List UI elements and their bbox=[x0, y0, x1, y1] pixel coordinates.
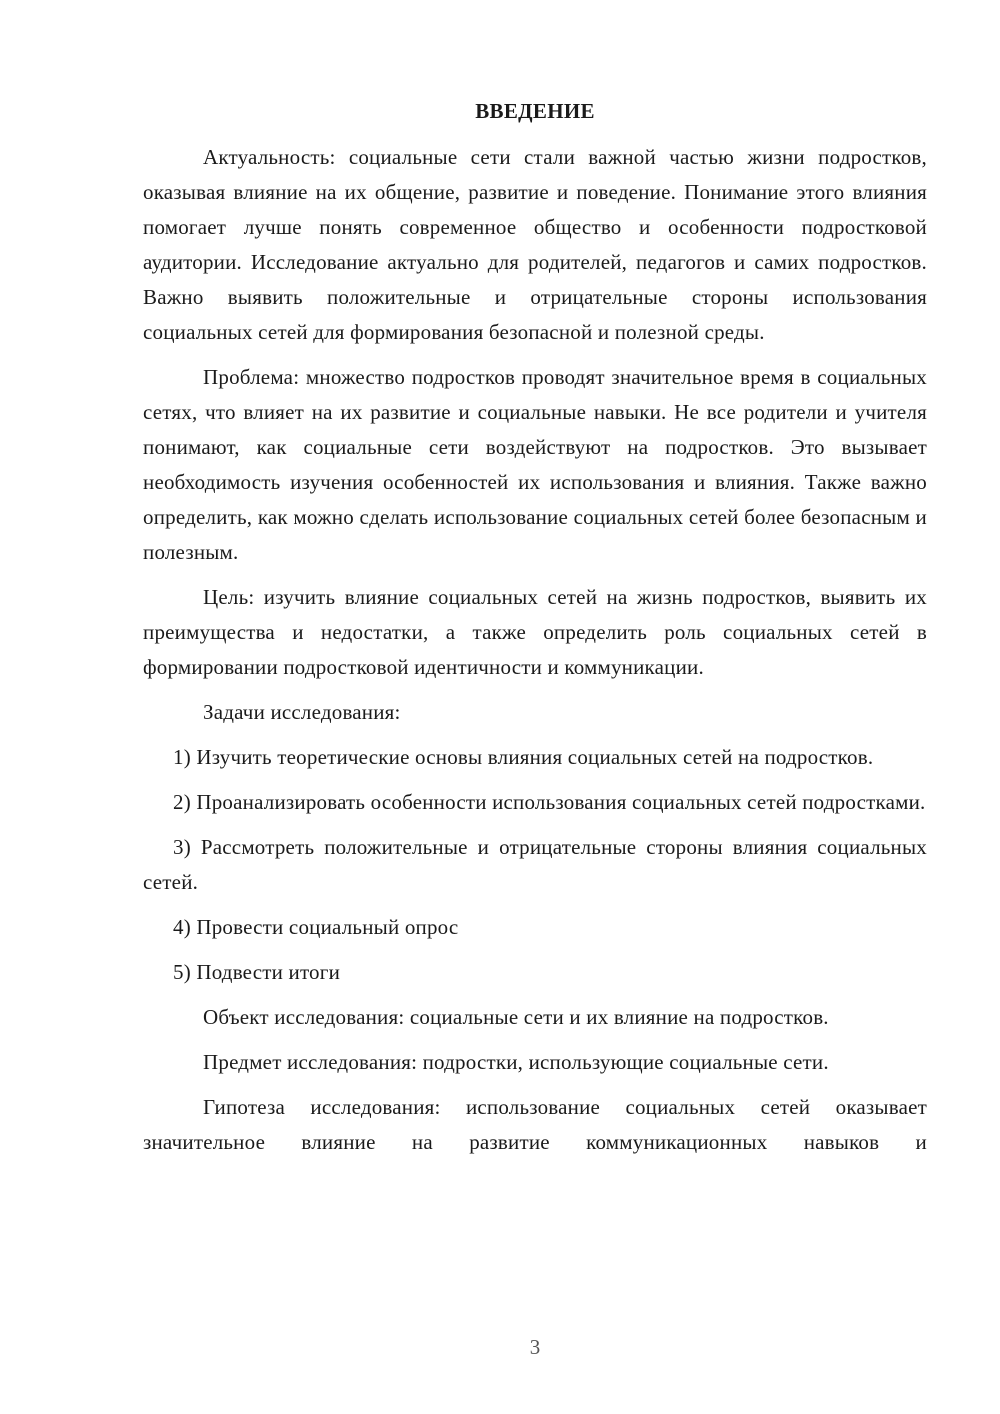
task-item: 3) Рассмотреть положительные и отрицательные стороны влияния социальных сетей. bbox=[143, 835, 927, 894]
problem-paragraph: Проблема: множество подростков проводят значительное время в социальных сетях, что влияет на их развитие и социальные навыки. Не все родители и учителя понимают, как социальные сети воздействуют на подростков. Это вызывает необходимость изучения особенностей их использования и влияния. Также важно определить, как можно сделать использование социальных сетей более безопасным и полезным. bbox=[143, 365, 927, 564]
goal-paragraph: Цель: изучить влияние социальных сетей на жизнь подростков, выявить их преимущества и недостатки, а также определить роль социальных сетей в формировании подростковой идентичности и коммуникации. bbox=[143, 585, 927, 679]
object-paragraph: Объект исследования: социальные сети и их влияние на подростков. bbox=[203, 1005, 829, 1029]
page-content bbox=[143, 96, 927, 1170]
task-item: 1) Изучить теоретические основы влияния социальных сетей на подростков. bbox=[173, 745, 874, 769]
task-item: 2) Проанализировать особенности использования социальных сетей подростками. bbox=[173, 790, 926, 814]
relevance-paragraph: Актуальность: социальные сети стали важной частью жизни подростков, оказывая влияние на их общение, развитие и поведение. Понимание этого влияния помогает лучше понять современное общество и особенности подростковой аудитории. Исследование актуально для родителей, педагогов и самих подростков. Важно выявить положительные и отрицательные стороны использования социальных сетей для формирования безопасной и полезной среды. bbox=[143, 145, 927, 344]
tasks-title: Задачи исследования: bbox=[203, 700, 401, 724]
hypothesis-paragraph: Гипотеза исследования: использование социальных сетей оказывает значительное влияние на развитие коммуникационных навыков и bbox=[143, 1095, 927, 1154]
subject-paragraph: Предмет исследования: подростки, использующие социальные сети. bbox=[203, 1050, 829, 1074]
task-item: 5) Подвести итоги bbox=[173, 960, 341, 984]
task-item: 4) Провести социальный опрос bbox=[173, 915, 459, 939]
section-heading: ВВЕДЕНИЕ bbox=[475, 99, 595, 123]
page-number: 3 bbox=[529, 1335, 541, 1359]
